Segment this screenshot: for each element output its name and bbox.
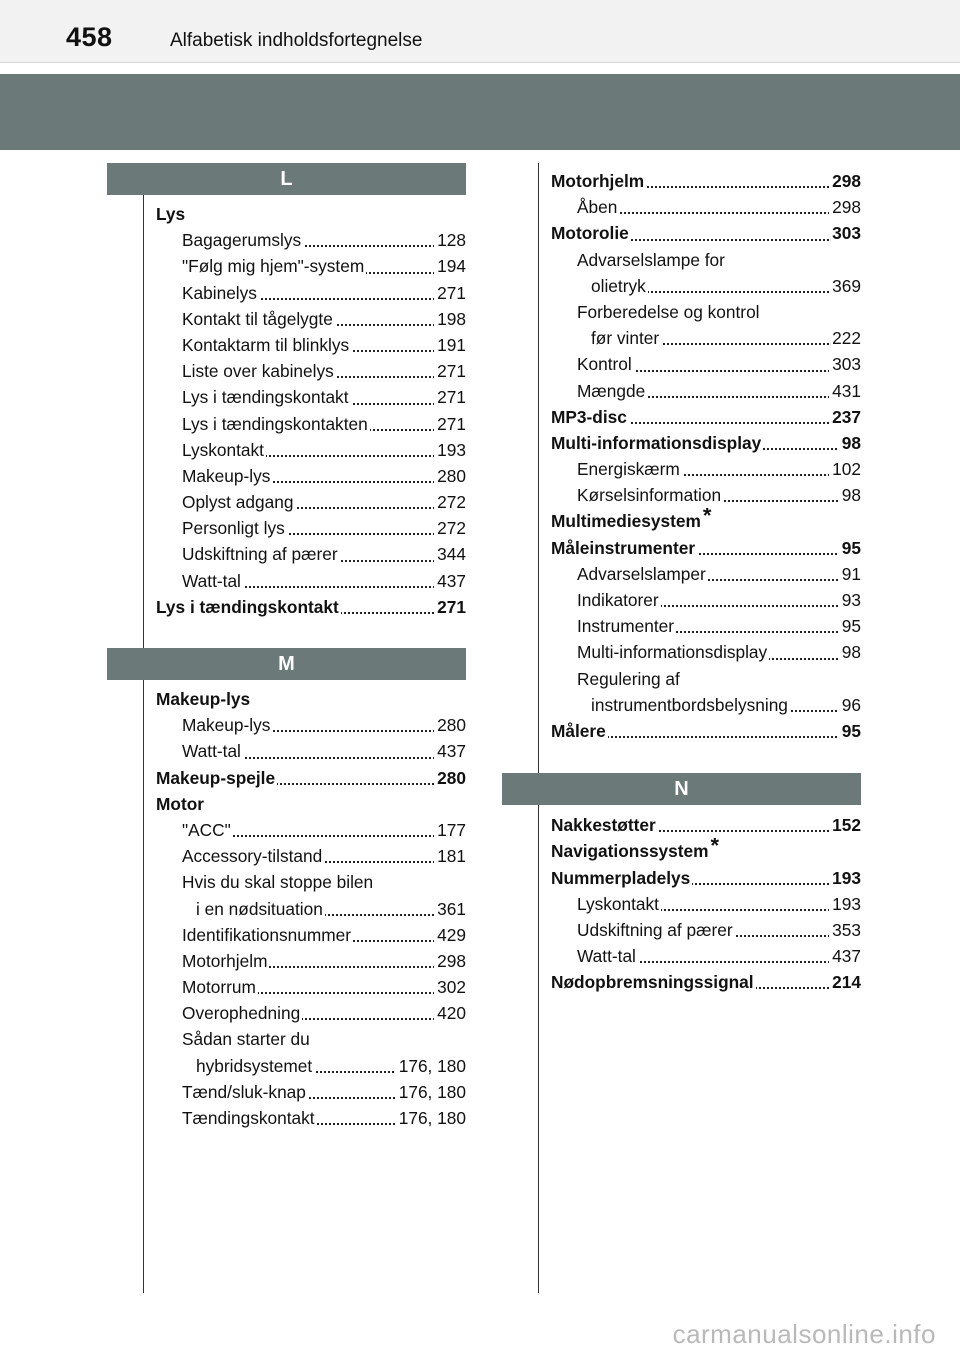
index-entry	[551, 220, 861, 246]
entry-page-ref: 420	[434, 1000, 466, 1026]
index-entry	[156, 791, 466, 817]
entry-page-ref: 303	[829, 351, 861, 377]
entry-page-ref: 181	[434, 843, 466, 869]
entry-page-ref: 98	[839, 482, 861, 508]
entry-label: Motorrum	[182, 977, 256, 998]
entry-page-ref: 437	[434, 568, 466, 594]
entry-page-ref: 176, 180	[396, 1105, 466, 1131]
entry-label: Overophedning	[182, 1003, 301, 1024]
entry-label: Indikatorer	[577, 590, 659, 610]
index-entry	[551, 325, 861, 351]
entry-page-ref: 303	[829, 220, 861, 246]
entry-page-ref: 95	[839, 718, 861, 744]
entry-page-ref: 191	[434, 332, 466, 358]
entry-page-ref: 176, 180	[396, 1079, 466, 1105]
entry-label: Målere	[551, 720, 606, 741]
entry-label: Nummerpladelys	[551, 867, 691, 888]
index-entry	[156, 437, 466, 463]
index-entry	[156, 843, 466, 869]
entry-page-ref: 429	[434, 922, 466, 948]
entry-page-ref: 193	[829, 891, 861, 917]
index-entry	[551, 587, 861, 613]
index-entry	[551, 891, 861, 917]
index-entry	[156, 817, 466, 843]
footnote-mark: *	[710, 838, 720, 858]
entry-label: Motorhjelm	[551, 171, 645, 191]
index-entry	[551, 482, 861, 508]
index-entry	[551, 247, 861, 273]
entry-page-ref: 369	[829, 273, 861, 299]
entry-page-ref: 176, 180	[396, 1053, 466, 1079]
entry-label: Oplyst adgang	[182, 492, 294, 513]
entry-label: Åben	[577, 197, 618, 218]
entry-label: Liste over kabinelys	[182, 361, 334, 382]
entry-label: Motor	[156, 793, 204, 814]
entry-label: Kørselsinformation	[577, 485, 722, 506]
entry-page-ref: 302	[434, 974, 466, 1000]
index-entry	[156, 948, 466, 974]
index-entry	[156, 974, 466, 1000]
entry-page-ref: 194	[434, 253, 466, 279]
entry-label: Multi-informationsdisplay	[551, 432, 762, 453]
entry-label: Kontaktarm til blinklys	[182, 334, 350, 355]
index-entry	[551, 666, 861, 692]
index-entry	[156, 896, 466, 922]
index-entry	[156, 227, 466, 253]
entry-page-ref: 95	[839, 613, 861, 639]
entry-label: hybridsystemet	[196, 1055, 313, 1076]
entry-label: Sådan starter du	[182, 1029, 310, 1050]
index-entry	[156, 358, 466, 384]
entry-page-ref: 353	[829, 917, 861, 943]
index-entry	[551, 639, 861, 665]
entry-page-ref: 214	[829, 969, 861, 995]
index-entry	[156, 541, 466, 567]
entry-label: Makeup-lys	[182, 715, 271, 736]
entry-label: Identifikationsnummer	[182, 924, 352, 945]
entry-page-ref: 271	[434, 411, 466, 437]
page-number: 458	[66, 22, 113, 52]
entry-label: Hvis du skal stoppe bilen	[182, 872, 374, 893]
leader-dots	[577, 212, 861, 214]
entry-page-ref: 272	[434, 489, 466, 515]
entry-label: instrumentbordsbelysning	[591, 694, 788, 715]
index-entry	[156, 515, 466, 541]
entry-page-ref: 361	[434, 896, 466, 922]
index-entry	[551, 561, 861, 587]
entry-label: Lyskontakt	[577, 893, 659, 914]
entry-page-ref: 272	[434, 515, 466, 541]
entry-page-ref: 98	[839, 430, 861, 456]
right-column	[538, 168, 861, 995]
section-l-entries	[143, 195, 466, 620]
index-entry	[551, 430, 861, 456]
header-title: Alfabetisk indholdsfortegnelse	[170, 30, 423, 51]
entry-page-ref: 271	[434, 384, 466, 410]
entry-label: Udskiftning af pærer	[577, 919, 733, 940]
entry-label: Personligt lys	[182, 518, 285, 539]
index-entry	[156, 1079, 466, 1105]
index-entry	[551, 378, 861, 404]
entry-label: olietryk	[591, 275, 646, 296]
index-entry	[156, 332, 466, 358]
entry-page-ref: 237	[829, 404, 861, 430]
entry-label: Motorhjelm	[182, 950, 268, 971]
entry-page-ref: 280	[434, 463, 466, 489]
index-entry	[551, 456, 861, 482]
entry-page-ref: 128	[434, 227, 466, 253]
entry-page-ref: 193	[829, 865, 861, 891]
entry-label: Energiskærm	[577, 459, 680, 480]
entry-label: Makeup-spejle	[156, 767, 276, 788]
header-banner	[0, 74, 960, 150]
entry-page-ref: 431	[829, 378, 861, 404]
entry-label: Instrumenter	[577, 616, 675, 637]
index-entry	[156, 463, 466, 489]
entry-page-ref: 152	[829, 812, 861, 838]
section-m-entries	[143, 680, 466, 1131]
entry-page-ref: 91	[839, 561, 861, 587]
index-entry	[156, 489, 466, 515]
index-entry	[156, 280, 466, 306]
index-entry	[551, 194, 861, 220]
entry-page-ref: 222	[829, 325, 861, 351]
entry-label: Nakkestøtter	[551, 815, 656, 836]
entry-page-ref: 271	[434, 594, 466, 620]
entry-label: Måleinstrumenter	[551, 537, 696, 558]
index-entry	[156, 1000, 466, 1026]
entry-page-ref: 271	[434, 280, 466, 306]
footnote-mark: *	[702, 508, 712, 528]
entry-page-ref: 280	[434, 765, 466, 791]
entry-label: Navigationssystem	[551, 841, 709, 862]
index-entry	[156, 738, 466, 764]
index-entry	[551, 273, 861, 299]
entry-label: i en nødsituation	[196, 898, 323, 919]
entry-label: Nødopbremsningssignal	[551, 972, 754, 993]
entry-page-ref: 98	[839, 639, 861, 665]
entry-page-ref: 177	[434, 817, 466, 843]
index-entry	[156, 253, 466, 279]
entry-label: Udskiftning af pærer	[182, 544, 338, 565]
section-header-m: M	[107, 648, 466, 680]
index-entry	[156, 922, 466, 948]
index-entry	[551, 718, 861, 744]
index-entry	[551, 812, 861, 838]
entry-label: Makeup-lys	[182, 465, 271, 486]
entry-label: Watt-tal	[182, 570, 241, 591]
index-entry	[156, 411, 466, 437]
index-entry	[551, 299, 861, 325]
index-entry	[156, 1105, 466, 1131]
index-entry	[156, 1053, 466, 1079]
index-entry	[156, 306, 466, 332]
entry-page-ref: 437	[829, 943, 861, 969]
index-entry	[551, 168, 861, 194]
entry-page-ref: 198	[434, 306, 466, 332]
entry-page-ref: 280	[434, 712, 466, 738]
entry-page-ref: 102	[829, 456, 861, 482]
entry-label: Motorolie	[551, 223, 629, 244]
index-entry	[551, 865, 861, 891]
index-entry	[551, 838, 861, 864]
index-entry	[551, 404, 861, 430]
entry-page-ref: 96	[839, 692, 861, 718]
entry-label: Tænd/sluk-knap	[182, 1081, 306, 1102]
entry-label: Lyskontakt	[182, 439, 264, 460]
entry-label: Makeup-lys	[156, 689, 251, 709]
entry-label: Regulering af	[577, 668, 680, 689]
entry-label: Forberedelse og kontrol	[577, 301, 760, 322]
index-entry	[156, 765, 466, 791]
entry-label: Lys	[156, 204, 186, 224]
section-n-entries	[538, 805, 861, 995]
left-column	[143, 163, 466, 1131]
entry-label: Lys i tændingskontakt	[182, 387, 349, 408]
entry-label: Watt-tal	[182, 741, 241, 762]
entry-page-ref: 93	[839, 587, 861, 613]
entry-label: Advarselslampe for	[577, 249, 725, 270]
entry-label: "Følg mig hjem"-system	[182, 256, 365, 277]
entry-label: Kontakt til tågelygte	[182, 308, 333, 329]
entry-label: Watt-tal	[577, 946, 636, 967]
entry-page-ref: 344	[434, 541, 466, 567]
index-entry	[156, 712, 466, 738]
section-header-n: N	[502, 773, 861, 805]
index-entry	[551, 508, 861, 534]
entry-page-ref: 298	[434, 948, 466, 974]
entry-label: før vinter	[591, 328, 660, 349]
index-entry	[156, 869, 466, 895]
entry-label: Bagagerumslys	[182, 230, 302, 251]
entry-label: Kabinelys	[182, 282, 257, 303]
index-entry	[551, 943, 861, 969]
entry-label: Accessory-tilstand	[182, 846, 323, 867]
entry-label: Multimediesystem	[551, 511, 701, 532]
index-entry	[156, 384, 466, 410]
index-entry	[156, 594, 466, 620]
entry-page-ref: 193	[434, 437, 466, 463]
entry-label: Lys i tændingskontakt	[156, 596, 339, 617]
entry-label: Lys i tændingskontakten	[182, 413, 368, 434]
section-header-l: L	[107, 163, 466, 195]
entry-label: "ACC"	[182, 819, 231, 840]
entry-page-ref: 271	[434, 358, 466, 384]
entry-label: Mængde	[577, 380, 646, 401]
index-entry	[551, 969, 861, 995]
index-entry	[551, 613, 861, 639]
watermark: carmanualsonline.info	[672, 1319, 936, 1349]
page-header	[0, 0, 960, 63]
index-entry	[156, 568, 466, 594]
index-entry	[551, 351, 861, 377]
entry-page-ref: 298	[829, 194, 861, 220]
index-entry	[551, 535, 861, 561]
entry-page-ref: 437	[434, 738, 466, 764]
entry-page-ref: 95	[839, 535, 861, 561]
index-entry	[156, 686, 466, 712]
entry-label: Multi-informationsdisplay	[577, 642, 768, 663]
entry-label: MP3-disc	[551, 406, 627, 427]
entry-label: Tændingskontakt	[182, 1108, 315, 1128]
index-entry	[156, 201, 466, 227]
entry-label: Kontrol	[577, 354, 632, 375]
index-entry	[551, 917, 861, 943]
entry-page-ref: 298	[829, 168, 861, 194]
entry-label: Advarselslamper	[577, 563, 706, 584]
index-entry	[551, 692, 861, 718]
index-entry	[156, 1026, 466, 1052]
right-top-entries	[538, 168, 861, 744]
